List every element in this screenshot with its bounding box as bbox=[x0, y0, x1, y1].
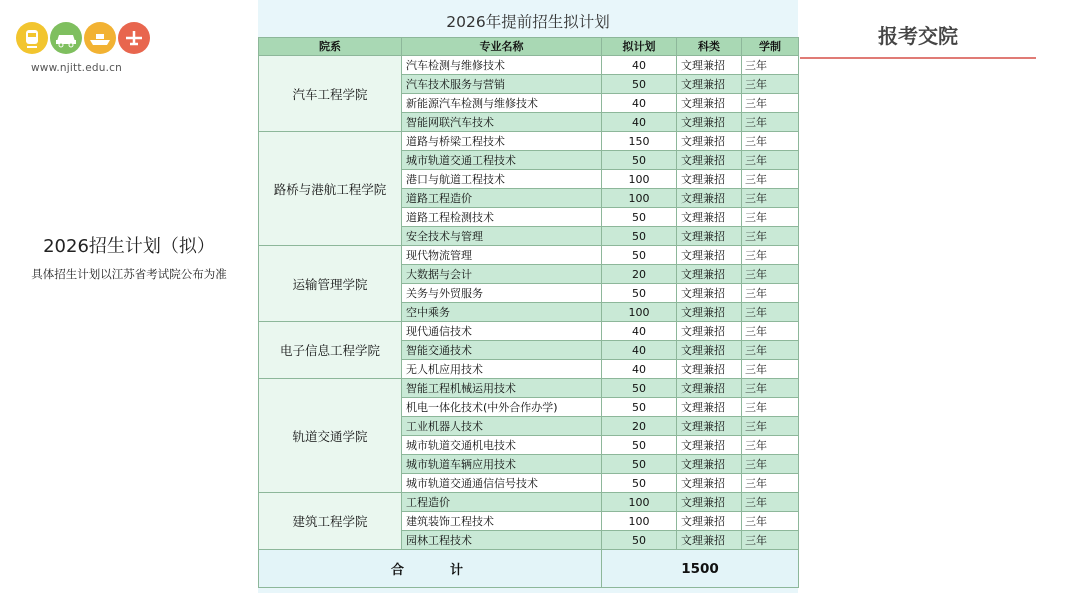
major-name-cell: 无人机应用技术 bbox=[401, 359, 602, 379]
department-cell: 运输管理学院 bbox=[258, 245, 402, 322]
department-cell: 汽车工程学院 bbox=[258, 55, 402, 132]
category-cell: 文理兼招 bbox=[676, 321, 742, 341]
duration-cell: 三年 bbox=[741, 359, 799, 379]
category-cell: 文理兼招 bbox=[676, 473, 742, 493]
header-cell: 学制 bbox=[741, 37, 799, 56]
car-icon bbox=[50, 22, 82, 54]
major-name-cell: 智能网联汽车技术 bbox=[401, 112, 602, 132]
plan-count-cell: 40 bbox=[601, 321, 677, 341]
duration-cell: 三年 bbox=[741, 93, 799, 113]
category-cell: 文理兼招 bbox=[676, 93, 742, 113]
category-cell: 文理兼招 bbox=[676, 131, 742, 151]
duration-cell: 三年 bbox=[741, 302, 799, 322]
category-cell: 文理兼招 bbox=[676, 511, 742, 531]
duration-cell: 三年 bbox=[741, 264, 799, 284]
plan-count-cell: 50 bbox=[601, 245, 677, 265]
admission-plan-panel bbox=[258, 0, 798, 593]
major-name-cell: 汽车检测与维修技术 bbox=[401, 55, 602, 75]
major-name-cell: 大数据与会计 bbox=[401, 264, 602, 284]
category-cell: 文理兼招 bbox=[676, 74, 742, 94]
duration-cell: 三年 bbox=[741, 74, 799, 94]
category-cell: 文理兼招 bbox=[676, 188, 742, 208]
plan-count-cell: 50 bbox=[601, 283, 677, 303]
plan-count-cell: 40 bbox=[601, 55, 677, 75]
category-cell: 文理兼招 bbox=[676, 454, 742, 474]
plan-count-cell: 50 bbox=[601, 530, 677, 550]
duration-cell: 三年 bbox=[741, 55, 799, 75]
duration-cell: 三年 bbox=[741, 435, 799, 455]
major-name-cell: 园林工程技术 bbox=[401, 530, 602, 550]
category-cell: 文理兼招 bbox=[676, 283, 742, 303]
header-cell: 拟计划 bbox=[601, 37, 677, 56]
category-cell: 文理兼招 bbox=[676, 150, 742, 170]
category-cell: 文理兼招 bbox=[676, 416, 742, 436]
category-cell: 文理兼招 bbox=[676, 245, 742, 265]
major-name-cell: 智能工程机械运用技术 bbox=[401, 378, 602, 398]
duration-cell: 三年 bbox=[741, 150, 799, 170]
train-icon bbox=[16, 22, 48, 54]
duration-cell: 三年 bbox=[741, 131, 799, 151]
category-cell: 文理兼招 bbox=[676, 112, 742, 132]
plan-title: 2026招生计划（拟） bbox=[43, 236, 215, 257]
plan-count-cell: 40 bbox=[601, 359, 677, 379]
category-cell: 文理兼招 bbox=[676, 359, 742, 379]
major-name-cell: 关务与外贸服务 bbox=[401, 283, 602, 303]
table-title: 2026年提前招生拟计划 bbox=[446, 13, 610, 31]
plan-count-cell: 20 bbox=[601, 264, 677, 284]
duration-cell: 三年 bbox=[741, 397, 799, 417]
category-cell: 文理兼招 bbox=[676, 492, 742, 512]
major-name-cell: 空中乘务 bbox=[401, 302, 602, 322]
major-name-cell: 道路工程造价 bbox=[401, 188, 602, 208]
plan-count-cell: 100 bbox=[601, 302, 677, 322]
duration-cell: 三年 bbox=[741, 169, 799, 189]
major-name-cell: 汽车技术服务与营销 bbox=[401, 74, 602, 94]
category-cell: 文理兼招 bbox=[676, 435, 742, 455]
major-name-cell: 港口与航道工程技术 bbox=[401, 169, 602, 189]
duration-cell: 三年 bbox=[741, 492, 799, 512]
duration-cell: 三年 bbox=[741, 283, 799, 303]
plan-count-cell: 50 bbox=[601, 74, 677, 94]
category-cell: 文理兼招 bbox=[676, 55, 742, 75]
plan-count-cell: 50 bbox=[601, 473, 677, 493]
plan-count-cell: 50 bbox=[601, 226, 677, 246]
major-name-cell: 道路与桥梁工程技术 bbox=[401, 131, 602, 151]
category-cell: 文理兼招 bbox=[676, 378, 742, 398]
title-underline bbox=[800, 57, 1036, 59]
duration-cell: 三年 bbox=[741, 112, 799, 132]
category-cell: 文理兼招 bbox=[676, 226, 742, 246]
plan-count-cell: 100 bbox=[601, 188, 677, 208]
department-cell: 建筑工程学院 bbox=[258, 492, 402, 550]
admission-plan-table bbox=[258, 37, 798, 589]
category-cell: 文理兼招 bbox=[676, 207, 742, 227]
major-name-cell: 道路工程检测技术 bbox=[401, 207, 602, 227]
plan-count-cell: 150 bbox=[601, 131, 677, 151]
ship-icon bbox=[84, 22, 116, 54]
department-cell: 轨道交通学院 bbox=[258, 378, 402, 493]
plan-count-cell: 100 bbox=[601, 492, 677, 512]
plan-count-cell: 50 bbox=[601, 150, 677, 170]
major-name-cell: 现代物流管理 bbox=[401, 245, 602, 265]
plan-count-cell: 50 bbox=[601, 435, 677, 455]
duration-cell: 三年 bbox=[741, 511, 799, 531]
plan-count-cell: 50 bbox=[601, 397, 677, 417]
category-cell: 文理兼招 bbox=[676, 340, 742, 360]
total-label: 合计 bbox=[258, 549, 602, 588]
duration-cell: 三年 bbox=[741, 378, 799, 398]
duration-cell: 三年 bbox=[741, 245, 799, 265]
major-name-cell: 机电一体化技术(中外合作办学) bbox=[401, 397, 602, 417]
duration-cell: 三年 bbox=[741, 340, 799, 360]
plan-count-cell: 40 bbox=[601, 93, 677, 113]
plan-count-cell: 40 bbox=[601, 112, 677, 132]
major-name-cell: 城市轨道车辆应用技术 bbox=[401, 454, 602, 474]
category-cell: 文理兼招 bbox=[676, 530, 742, 550]
major-name-cell: 工程造价 bbox=[401, 492, 602, 512]
department-cell: 电子信息工程学院 bbox=[258, 321, 402, 379]
duration-cell: 三年 bbox=[741, 207, 799, 227]
duration-cell: 三年 bbox=[741, 454, 799, 474]
major-name-cell: 城市轨道交通工程技术 bbox=[401, 150, 602, 170]
major-name-cell: 现代通信技术 bbox=[401, 321, 602, 341]
duration-cell: 三年 bbox=[741, 188, 799, 208]
major-name-cell: 城市轨道交通机电技术 bbox=[401, 435, 602, 455]
category-cell: 文理兼招 bbox=[676, 397, 742, 417]
total-value: 1500 bbox=[601, 549, 799, 588]
site-url: www.njitt.edu.cn bbox=[31, 62, 122, 74]
school-logo bbox=[16, 22, 156, 80]
plan-count-cell: 50 bbox=[601, 378, 677, 398]
major-name-cell: 工业机器人技术 bbox=[401, 416, 602, 436]
duration-cell: 三年 bbox=[741, 473, 799, 493]
plan-count-cell: 100 bbox=[601, 169, 677, 189]
category-cell: 文理兼招 bbox=[676, 169, 742, 189]
header-cell: 专业名称 bbox=[401, 37, 602, 56]
plan-count-cell: 50 bbox=[601, 207, 677, 227]
section-title: 报考交院 bbox=[878, 24, 958, 48]
department-cell: 路桥与港航工程学院 bbox=[258, 131, 402, 246]
major-name-cell: 建筑装饰工程技术 bbox=[401, 511, 602, 531]
major-name-cell: 智能交通技术 bbox=[401, 340, 602, 360]
plane-icon bbox=[118, 22, 150, 54]
header-cell: 院系 bbox=[258, 37, 402, 56]
plan-count-cell: 20 bbox=[601, 416, 677, 436]
plan-count-cell: 50 bbox=[601, 454, 677, 474]
plan-count-cell: 40 bbox=[601, 340, 677, 360]
category-cell: 文理兼招 bbox=[676, 302, 742, 322]
major-name-cell: 城市轨道交通通信信号技术 bbox=[401, 473, 602, 493]
plan-note: 具体招生计划以江苏省考试院公布为准 bbox=[31, 267, 227, 281]
duration-cell: 三年 bbox=[741, 321, 799, 341]
major-name-cell: 新能源汽车检测与维修技术 bbox=[401, 93, 602, 113]
duration-cell: 三年 bbox=[741, 226, 799, 246]
category-cell: 文理兼招 bbox=[676, 264, 742, 284]
duration-cell: 三年 bbox=[741, 416, 799, 436]
plan-count-cell: 100 bbox=[601, 511, 677, 531]
header-cell: 科类 bbox=[676, 37, 742, 56]
major-name-cell: 安全技术与管理 bbox=[401, 226, 602, 246]
duration-cell: 三年 bbox=[741, 530, 799, 550]
